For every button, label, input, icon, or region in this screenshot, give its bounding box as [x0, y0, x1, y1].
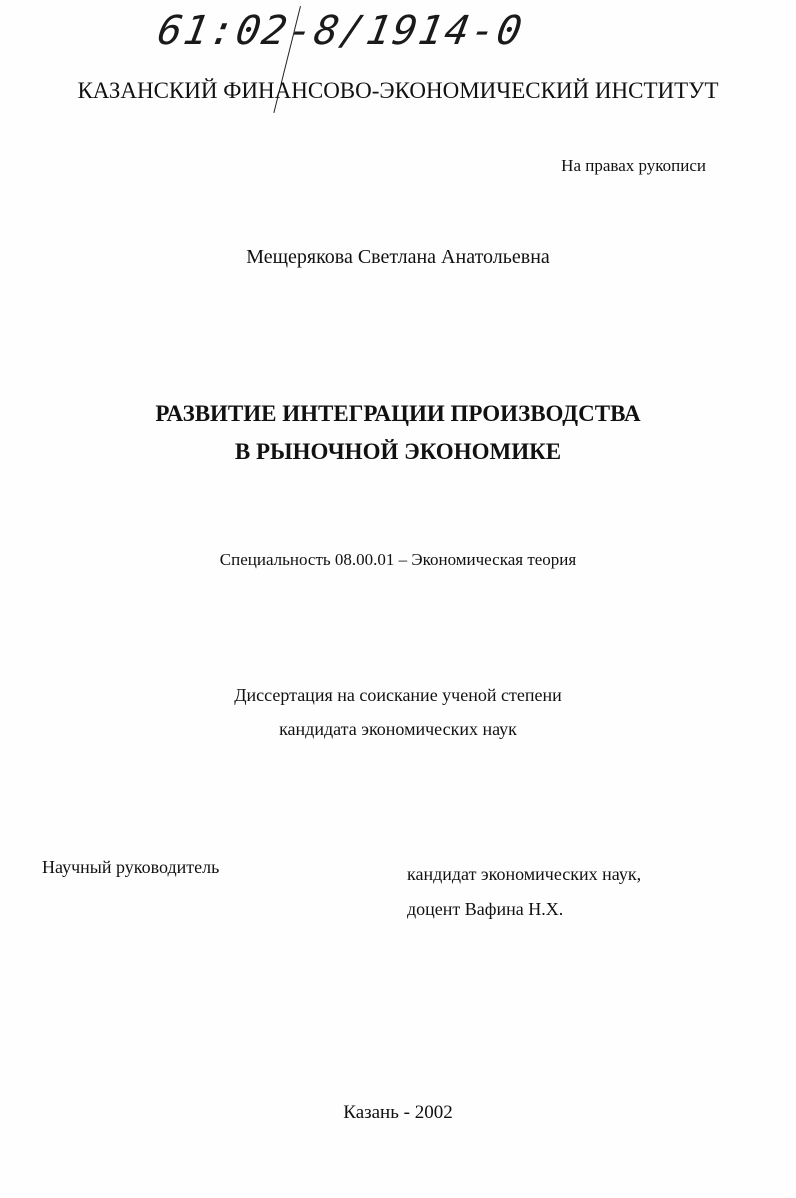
thesis-description [0, 678, 796, 746]
supervisor-name: доцент Вафина Н.Х. [407, 899, 564, 919]
dissertation-title [0, 395, 796, 471]
supervisor-info [407, 857, 641, 927]
supervisor-label: Научный руководитель [42, 857, 220, 877]
institute-name: КАЗАНСКИЙ ФИНАНСОВО-ЭКОНОМИЧЕСКИЙ ИНСТИТУТ [77, 78, 719, 103]
thesis-line-1: Диссертация на соискание ученой степени [234, 685, 562, 705]
author-name: Мещерякова Светлана Анатольевна [246, 246, 550, 268]
city-year: Казань - 2002 [343, 1102, 453, 1123]
specialty: Специальность 08.00.01 – Экономическая теория [219, 550, 577, 569]
title-line-2: В РЫНОЧНОЙ ЭКОНОМИКЕ [234, 439, 562, 464]
thesis-line-2: кандидата экономических наук [279, 719, 517, 739]
title-line-1: РАЗВИТИЕ ИНТЕГРАЦИИ ПРОИЗВОДСТВА [155, 401, 641, 426]
handwritten-archive-code: 61:02-8/1914-0 [153, 8, 528, 54]
supervisor-degree: кандидат экономических наук, [407, 864, 642, 884]
rights-notice: На правах рукописи [561, 156, 706, 175]
